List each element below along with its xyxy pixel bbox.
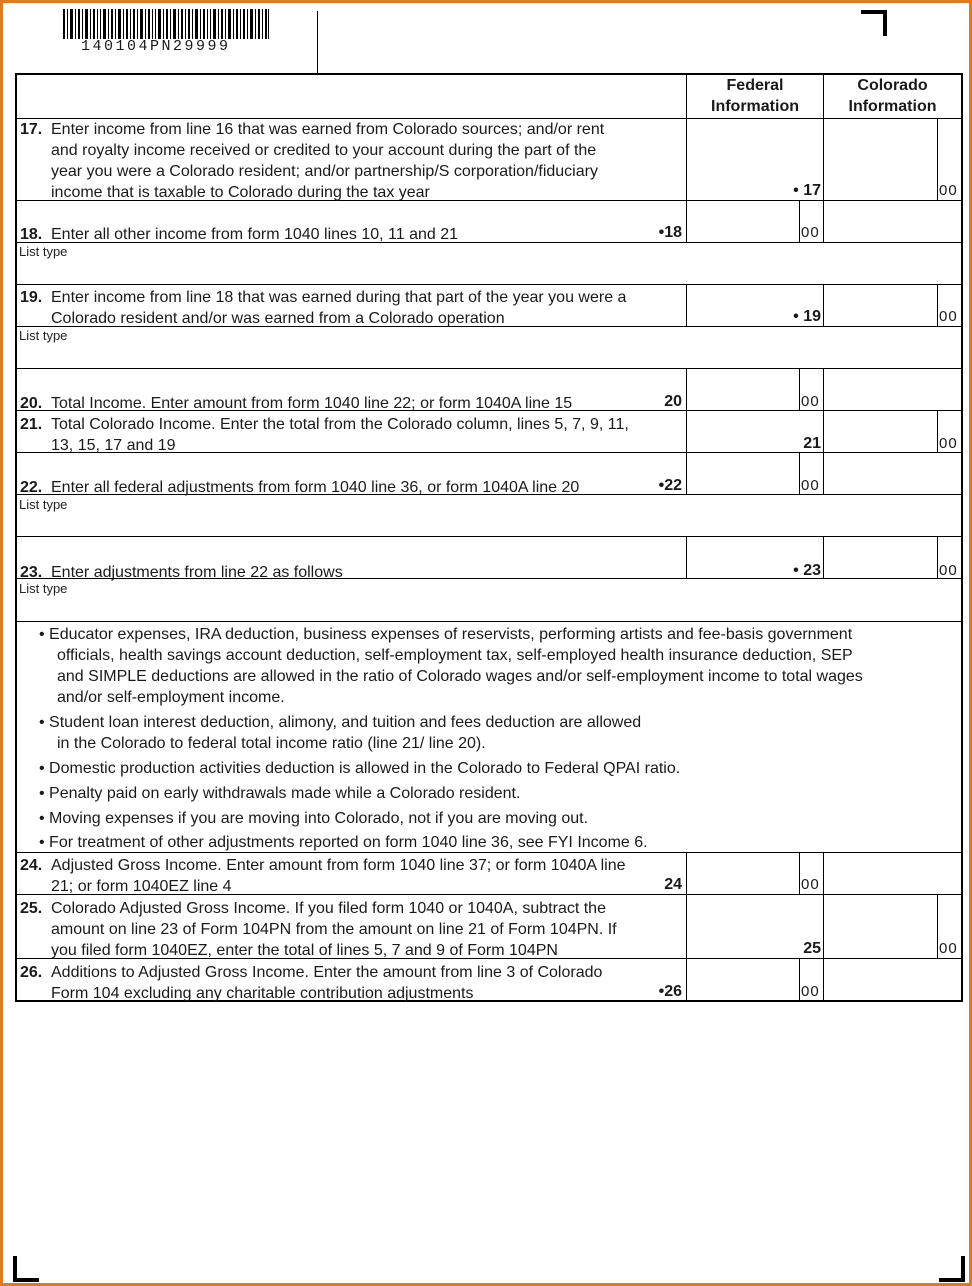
line-25-number: 25. [20, 900, 43, 917]
bullet-domestic-production: • Domestic production activities deduction is allowed in the Colorado to Federal QPAI ratio. [39, 760, 681, 777]
line-20-box-label: 20 [664, 393, 682, 410]
line-19-number: 19. [20, 289, 43, 306]
colorado-heading-line2: Information [848, 98, 937, 115]
registration-mark-bottom-right [939, 1256, 965, 1282]
col-divider [686, 894, 687, 958]
line-26-box-label: •26 [658, 983, 682, 1000]
line-17-text: income that is taxable to Colorado during the tax year [51, 184, 430, 201]
bullet-educator-expenses: officials, health savings account deduction, self-employment tax, self-employed health insurance deduction, SEP [57, 647, 853, 664]
col-divider [823, 368, 824, 410]
col-divider [686, 452, 687, 494]
line-22-box-label: •22 [658, 477, 682, 494]
line-19-list-type[interactable]: List type [19, 328, 68, 343]
line-21-box-label: 21 [803, 435, 821, 452]
line-24-number: 24. [20, 857, 43, 874]
line-22-federal-cents[interactable]: 00 [801, 477, 820, 494]
line-17-colorado-cents[interactable]: 00 [939, 182, 958, 199]
bullet-other-adjustments: • For treatment of other adjustments reported on form 1040 line 36, see FYI Income 6. [39, 834, 648, 851]
cents-divider [937, 536, 938, 578]
line-18-number: 18. [20, 226, 43, 243]
line-23-list-type[interactable]: List type [19, 581, 68, 596]
line-26-federal-cents[interactable]: 00 [801, 983, 820, 1000]
colorado-column-heading [824, 75, 961, 117]
col-divider [686, 958, 687, 1002]
col-divider [686, 200, 687, 242]
form-page [3, 3, 969, 1283]
line-26-text: Additions to Adjusted Gross Income. Enter the amount from line 3 of Colorado [51, 964, 603, 981]
line-21-number: 21. [20, 416, 43, 433]
line-21-text: 13, 15, 17 and 19 [51, 437, 176, 454]
cents-divider [799, 852, 800, 894]
federal-heading-line2: Information [711, 98, 799, 115]
col-divider [686, 410, 687, 452]
bullet-educator-expenses: and/or self-employment income. [57, 689, 285, 706]
line-23-number: 23. [20, 564, 43, 581]
col-divider [823, 958, 824, 1002]
col-divider [823, 536, 824, 578]
line-25-box-label: 25 [803, 940, 821, 957]
line-17-text: year you were a Colorado resident; and/or partnership/S corporation/fiduciary [51, 163, 598, 180]
bullet-educator-expenses: and SIMPLE deductions are allowed in the ratio of Colorado wages and/or self-employment income to total wages [57, 668, 863, 685]
divider [17, 284, 961, 285]
col-divider [823, 284, 824, 326]
cents-divider [799, 958, 800, 1002]
line-17-number: 17. [20, 121, 43, 138]
line-17-text: and royalty income received or credited to your account during the part of the [51, 142, 597, 159]
line-20-federal-cents[interactable]: 00 [801, 393, 820, 410]
line-26-number: 26. [20, 964, 43, 981]
registration-mark-bottom-left [13, 1256, 39, 1282]
col-divider [823, 894, 824, 958]
cents-divider [937, 284, 938, 326]
col-divider [686, 284, 687, 326]
bullet-student-loan: in the Colorado to federal total income ratio (line 21/ line 20). [57, 735, 486, 752]
line-17-box-label: • 17 [793, 182, 821, 199]
line-25-colorado-cents[interactable]: 00 [939, 940, 958, 957]
line-18-list-type[interactable]: List type [19, 244, 68, 259]
divider [17, 621, 961, 622]
barcode-number: 140104PN29999 [81, 38, 231, 55]
line-18-text: Enter all other income from form 1040 lines 10, 11 and 21 [51, 226, 459, 243]
line-24-box-label: 24 [664, 876, 682, 893]
line-22-list-type[interactable]: List type [19, 497, 68, 512]
cents-divider [799, 452, 800, 494]
col-divider [686, 852, 687, 894]
income-form-table [15, 73, 963, 1002]
col-divider [686, 368, 687, 410]
col-divider [823, 200, 824, 242]
line-21-colorado-cents[interactable]: 00 [939, 435, 958, 452]
line-19-text: Enter income from line 18 that was earned during that part of the year you were a [51, 289, 627, 306]
col-divider [823, 452, 824, 494]
cents-divider [937, 410, 938, 452]
line-24-text: Adjusted Gross Income. Enter amount from form 1040 line 37; or form 1040A line [51, 857, 626, 874]
registration-mark-top-right [861, 10, 887, 36]
line-17-text: Enter income from line 16 that was earned from Colorado sources; and/or rent [51, 121, 605, 138]
line-26-text: Form 104 excluding any charitable contribution adjustments [51, 985, 474, 1002]
line-23-colorado-cents[interactable]: 00 [939, 562, 958, 579]
bullet-moving-expenses: • Moving expenses if you are moving into Colorado, not if you are moving out. [39, 810, 589, 827]
line-22-text: Enter all federal adjustments from form 1040 line 36, or form 1040A line 20 [51, 479, 580, 496]
line-22-number: 22. [20, 479, 43, 496]
cents-divider [799, 368, 800, 410]
line-24-federal-cents[interactable]: 00 [801, 876, 820, 893]
cents-divider [937, 894, 938, 958]
colorado-heading-line1: Colorado [857, 77, 928, 94]
line-25-text: amount on line 23 of Form 104PN from the amount on line 21 of Form 104PN. If [51, 921, 617, 938]
header-divider [317, 11, 318, 74]
line-25-text: you filed form 1040EZ, enter the total of lines 5, 7 and 9 of Form 104PN [51, 942, 558, 959]
line-23-box-label: • 23 [793, 562, 821, 579]
line-23-text: Enter adjustments from line 22 as follows [51, 564, 343, 581]
federal-column-heading [687, 75, 823, 117]
col-divider [823, 852, 824, 894]
line-21-text: Total Colorado Income. Enter the total from the Colorado column, lines 5, 7, 9, 11, [51, 416, 629, 433]
bullet-student-loan: • Student loan interest deduction, alimony, and tuition and fees deduction are allowed [39, 714, 642, 731]
line-20-number: 20. [20, 395, 43, 412]
line-20-text: Total Income. Enter amount from form 1040 line 22; or form 1040A line 15 [51, 395, 573, 412]
line-18-box-label: •18 [658, 224, 682, 241]
col-divider [686, 536, 687, 578]
line-19-colorado-cents[interactable]: 00 [939, 308, 958, 325]
cents-divider [799, 200, 800, 242]
bullet-educator-expenses: • Educator expenses, IRA deduction, business expenses of reservists, performing artists and fee-basis government [39, 626, 853, 643]
cents-divider [937, 118, 938, 200]
barcode-image [63, 9, 269, 39]
federal-heading-line1: Federal [726, 77, 784, 94]
line-25-text: Colorado Adjusted Gross Income. If you filed form 1040 or 1040A, subtract the [51, 900, 606, 917]
divider [17, 536, 961, 537]
line-18-federal-cents[interactable]: 00 [801, 224, 820, 241]
bullet-penalty: • Penalty paid on early withdrawals made while a Colorado resident. [39, 785, 521, 802]
line-19-text: Colorado resident and/or was earned from a Colorado operation [51, 310, 505, 327]
line-19-box-label: • 19 [793, 308, 821, 325]
divider [17, 368, 961, 369]
col-divider [823, 410, 824, 452]
line-24-text: 21; or form 1040EZ line 4 [51, 878, 232, 895]
